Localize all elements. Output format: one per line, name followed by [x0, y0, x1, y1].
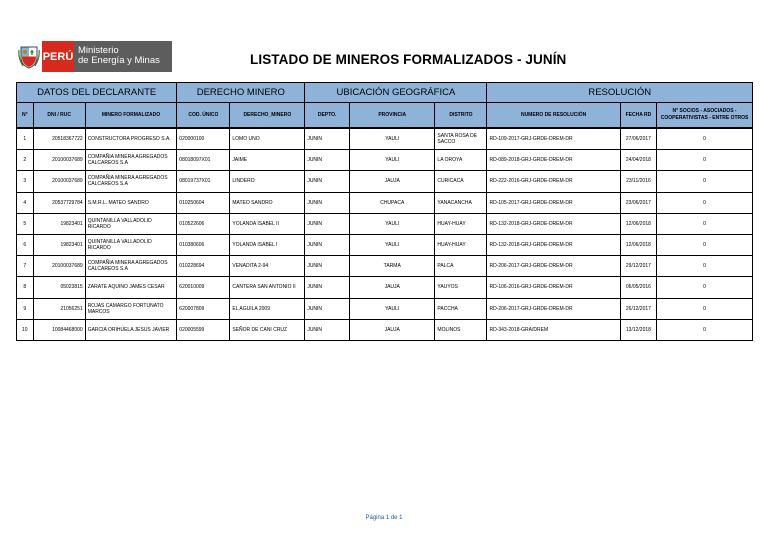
table-cell: RD-106-2016-GRJ-GRDE-DREM-DR [487, 277, 620, 298]
ministry-logo [16, 41, 172, 72]
table-cell: YAULI [350, 128, 435, 150]
table-cell: 1 [17, 128, 34, 150]
table-cell: 010380606 [177, 234, 230, 255]
table-cell: 23/06/2017 [620, 192, 656, 213]
table-cell: JAIME [230, 150, 305, 171]
table-cell: CANTERA SAN ANTONIO II [230, 277, 305, 298]
logo-ministry-label [74, 41, 172, 72]
group-header: UBICACIÓN GEOGRÁFICA [305, 83, 487, 103]
table-cell: YANACANCHA [435, 192, 487, 213]
table-cell: COMPAÑIA MINERA AGREGADOS CALCAREOS S.A [85, 256, 177, 277]
table-cell: 0 [657, 256, 753, 277]
table-cell: 29/12/2017 [620, 256, 656, 277]
table-cell: 0 [657, 128, 753, 150]
table-cell: COMPAÑIA MINERA AGREGADOS CALCAREOS S.A [85, 171, 177, 192]
column-header: N° [17, 103, 34, 129]
table-cell: 20100037689 [33, 171, 85, 192]
table-cell: YAULI [350, 298, 435, 319]
column-header: DISTRITO [435, 103, 487, 129]
table-cell: PACCHA [435, 298, 487, 319]
table-cell: LINDERO [230, 171, 305, 192]
column-header: N° SOCIOS - ASOCIADOS - COOPERATIVISTAS - ENTRE OTROS [657, 103, 753, 129]
table-cell: 020005599 [177, 319, 230, 340]
table-cell: 4 [17, 192, 34, 213]
table-row [17, 277, 753, 298]
coat-of-arms-icon [16, 41, 42, 72]
table-cell: YAULI [350, 150, 435, 171]
table-cell: RD-222-2016-GRJ-GRDE-DREM-DR [487, 171, 620, 192]
table-cell: 2 [17, 150, 34, 171]
table-cell: COMPAÑIA MINERA AGREGADOS CALCAREOS S.A [85, 150, 177, 171]
table-row [17, 298, 753, 319]
table-cell: 26/12/2017 [620, 298, 656, 319]
table-cell: JUNIN [305, 234, 350, 255]
table-cell: HUAY-HUAY [435, 234, 487, 255]
table-cell: 06/05/2016 [620, 277, 656, 298]
table-cell: HUAY-HUAY [435, 213, 487, 234]
table-cell: 12/06/2018 [620, 213, 656, 234]
table-cell: PALCA [435, 256, 487, 277]
table-cell: RD-206-2017-GRJ-GRDE-DREM-DR [487, 298, 620, 319]
column-header-row [17, 103, 753, 129]
table-cell: JAUJA [350, 319, 435, 340]
table-cell: 010228694 [177, 256, 230, 277]
column-header: COD. ÚNICO [177, 103, 230, 129]
column-header: NUMERO DE RESOLUCIÓN [487, 103, 620, 129]
table-cell: 05023815 [33, 277, 85, 298]
table-cell: 0 [657, 319, 753, 340]
table-cell: YOLANDA ISABEL II [230, 213, 305, 234]
table-row [17, 213, 753, 234]
table-cell: 0 [657, 171, 753, 192]
table-cell: 20100037689 [33, 150, 85, 171]
table-cell: JUNIN [305, 192, 350, 213]
table-cell: JUNIN [305, 277, 350, 298]
table-cell: MOLINOS [435, 319, 487, 340]
column-header: DERECHO_MINERO [230, 103, 305, 129]
table-cell: RD-105-2017-GRJ-GRDE-DREM-DR [487, 192, 620, 213]
table-cell: 20518367722 [33, 128, 85, 150]
table-cell: RD-109-2017-GRJ-GRDE-DREM-DR [487, 128, 620, 150]
logo-ministry-line1: Ministerio [78, 45, 119, 56]
table-cell: JUNIN [305, 298, 350, 319]
table-cell: JUNIN [305, 213, 350, 234]
table-cell: SANTA ROSA DE SACCO [435, 128, 487, 150]
table-cell: 020000100 [177, 128, 230, 150]
table-cell: 8 [17, 277, 34, 298]
table-cell: 9 [17, 298, 34, 319]
table-cell: 0 [657, 234, 753, 255]
table-row [17, 319, 753, 340]
table-cell: EL AGUILA 2009 [230, 298, 305, 319]
table-cell: 7 [17, 256, 34, 277]
table-cell: 0 [657, 213, 753, 234]
miners-table [16, 82, 753, 341]
table-row [17, 171, 753, 192]
table-cell: 12/06/2018 [620, 234, 656, 255]
table-cell: CHUPACA [350, 192, 435, 213]
table-cell: CURICACA [435, 171, 487, 192]
group-header: DATOS DEL DECLARANTE [17, 83, 177, 103]
table-cell: JUNIN [305, 171, 350, 192]
table-cell: S.M.R.L. MATEO SANDRO [85, 192, 177, 213]
table-cell: RD-132-2018-GRJ-GRDE-DREM-DR [487, 234, 620, 255]
table-cell: 19823401 [33, 213, 85, 234]
table-cell: JUNIN [305, 150, 350, 171]
table-cell: JUNIN [305, 128, 350, 150]
table-cell: 23/11/2016 [620, 171, 656, 192]
table-cell: QUINTANILLA VALLADOLID RICARDO [85, 234, 177, 255]
table-row [17, 256, 753, 277]
column-header: FECHA RD [620, 103, 656, 129]
group-header-row [17, 83, 753, 103]
table-cell: 13/12/2018 [620, 319, 656, 340]
logo-ministry-line2: de Energía y Minas [78, 55, 160, 66]
column-header: DNI / RUC [33, 103, 85, 129]
table-cell: LOMO UNO [230, 128, 305, 150]
table-cell: 27/06/2017 [620, 128, 656, 150]
table-cell: CONSTRUCTORA PROGRESO S.A. [85, 128, 177, 150]
table-cell: JUNIN [305, 319, 350, 340]
table-row [17, 150, 753, 171]
table-cell: 010250604 [177, 192, 230, 213]
table-row [17, 128, 753, 150]
table-cell: YAUYOS [435, 277, 487, 298]
table-cell: RD-343-2018-GRA/DREM [487, 319, 620, 340]
group-header: DERECHO MINERO [177, 83, 305, 103]
table-cell: 0 [657, 192, 753, 213]
table-cell: 620010009 [177, 277, 230, 298]
table-cell: YOLANDA ISABEL I [230, 234, 305, 255]
table-cell: JAUJA [350, 277, 435, 298]
table-cell: 08018097X01 [177, 150, 230, 171]
table-cell: ROJAS CAMARGO FORTUNATO MARCOS [85, 298, 177, 319]
table-cell: LA OROYA [435, 150, 487, 171]
group-header: RESOLUCIÓN [487, 83, 753, 103]
table-cell: ZARATE AQUINO JAMES CESAR [85, 277, 177, 298]
table-cell: YAULI [350, 213, 435, 234]
table-cell: 5 [17, 213, 34, 234]
table-cell: 0 [657, 277, 753, 298]
table-cell: JAUJA [350, 171, 435, 192]
page-number: Página 1 de 1 [365, 515, 403, 521]
table-cell: YAULI [350, 234, 435, 255]
table-cell: VENADITA 2-94 [230, 256, 305, 277]
table-cell: GARCIA ORIHUELA JESUS JAVIER [85, 319, 177, 340]
table-cell: 3 [17, 171, 34, 192]
table-cell: 10 [17, 319, 34, 340]
table-cell: 20537729784 [33, 192, 85, 213]
table-cell: 10084468000 [33, 319, 85, 340]
table-cell: 20100037689 [33, 256, 85, 277]
table-row [17, 192, 753, 213]
column-header: PROVINCIA [350, 103, 435, 129]
table-row [17, 234, 753, 255]
table-cell: SEÑOR DE CANI CRUZ [230, 319, 305, 340]
table-cell: 6 [17, 234, 34, 255]
column-header: MINERO FORMALIZADO [85, 103, 177, 129]
table-cell: RD-132-2018-GRJ-GRDE-DREM-DR [487, 213, 620, 234]
table-cell: 620007809 [177, 298, 230, 319]
table-cell: QUINTANILLA VALLADOLID RICARDO [85, 213, 177, 234]
page-title: LISTADO DE MINEROS FORMALIZADOS - JUNÍN [250, 52, 567, 67]
logo-country-label: PERÚ [42, 41, 74, 72]
table-cell: 21056251 [33, 298, 85, 319]
table-cell: 0 [657, 150, 753, 171]
table-cell: 010522606 [177, 213, 230, 234]
table-cell: 08019737X01 [177, 171, 230, 192]
table-cell: 24/04/2018 [620, 150, 656, 171]
table-cell: 19823401 [33, 234, 85, 255]
table-cell: MATEO SANDRO [230, 192, 305, 213]
table-cell: TARMA [350, 256, 435, 277]
table-cell: JUNIN [305, 256, 350, 277]
column-header: DEPTO. [305, 103, 350, 129]
table-cell: RD-089-2018-GRJ-GRDE-DREM-DR [487, 150, 620, 171]
table-cell: 0 [657, 298, 753, 319]
table-cell: RD-206-2017-GRJ-GRDE-DREM-DR [487, 256, 620, 277]
